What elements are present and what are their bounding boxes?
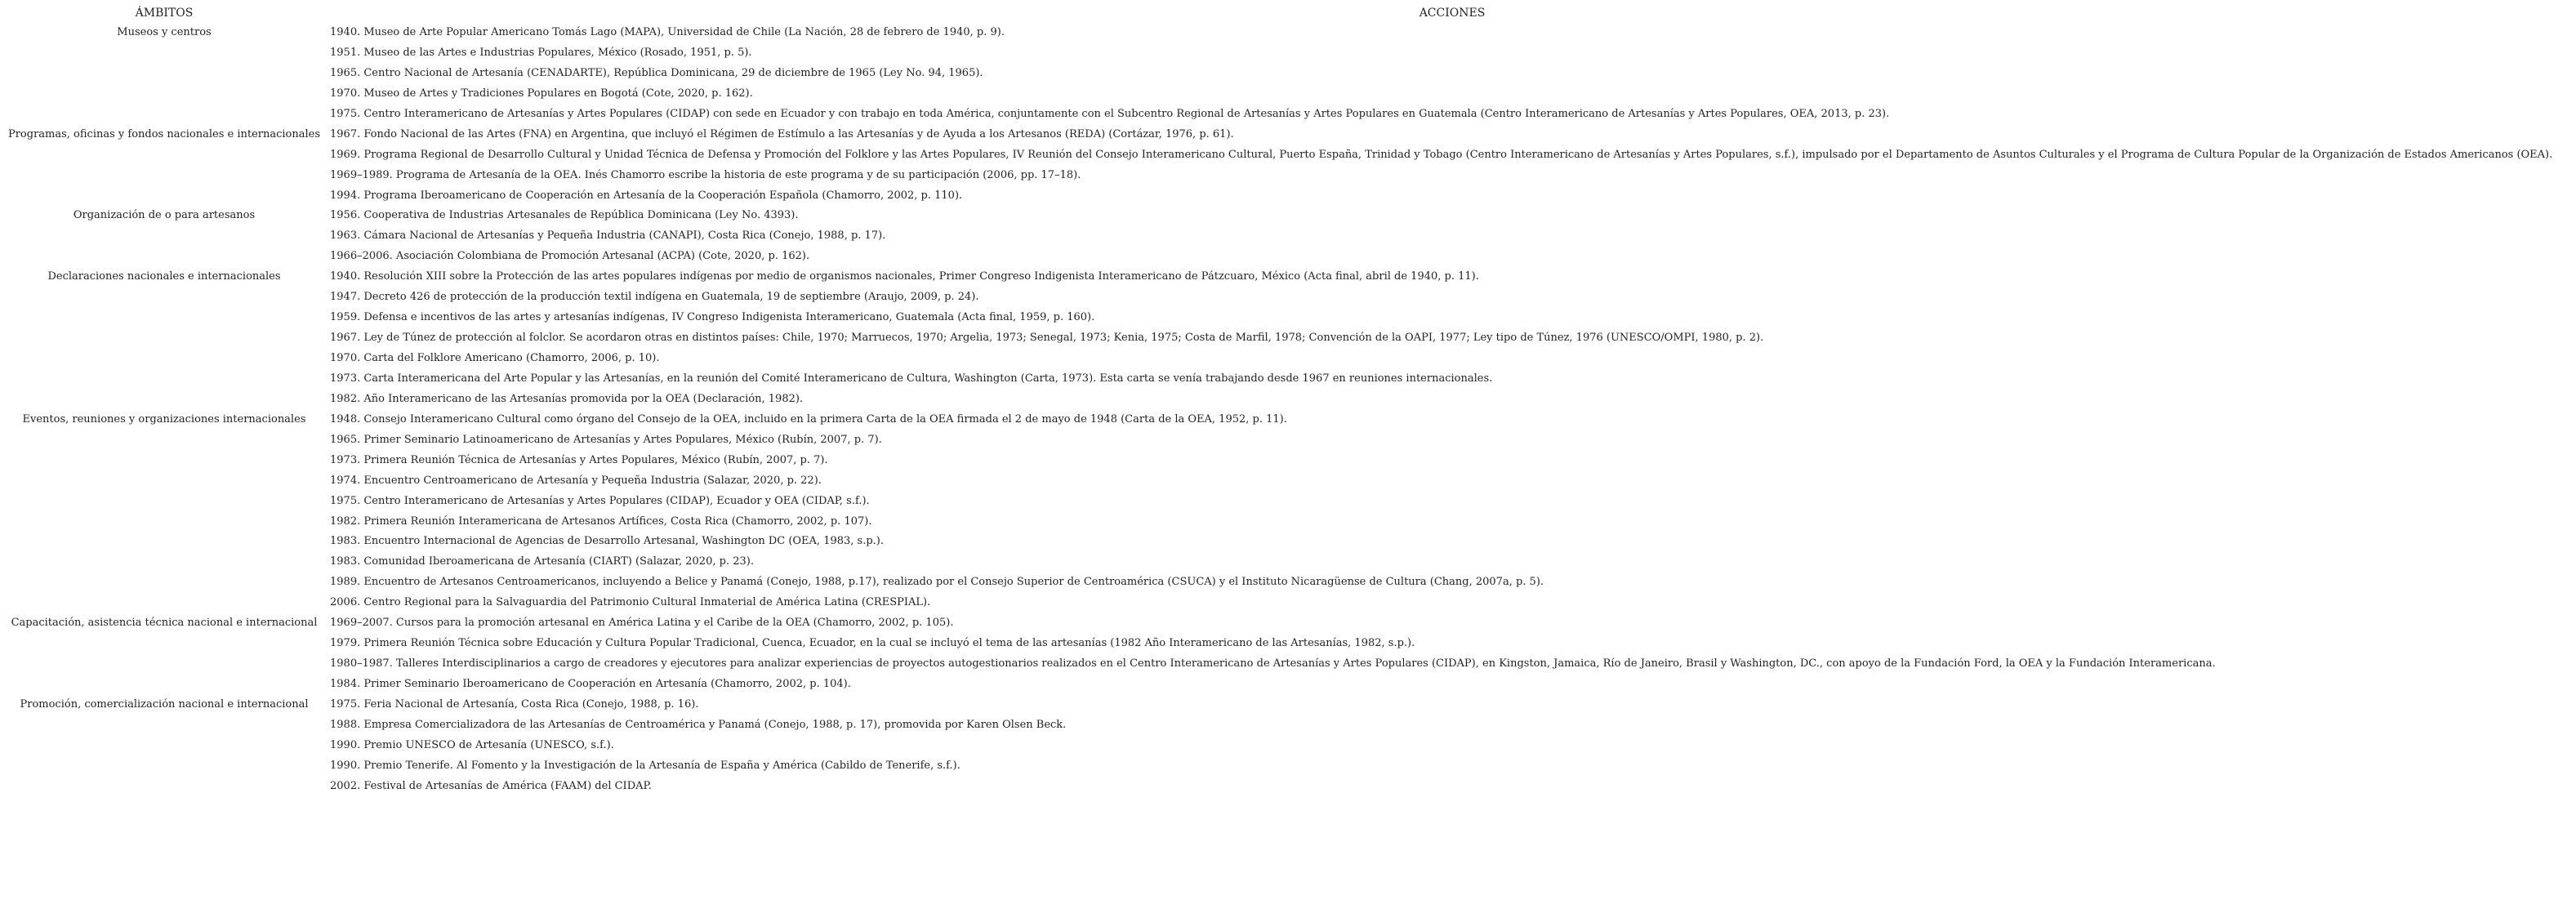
accion-cell: 1990. Premio UNESCO de Artesanía (UNESCO, s.f.). xyxy=(330,738,614,751)
accion-cell: 1983. Encuentro Internacional de Agencias de Desarrollo Artesanal, Washington DC (OEA, 1983, s.p.). xyxy=(330,535,885,548)
accion-cell: 2006. Centro Regional para la Salvaguardia del Patrimonio Cultural Inmaterial de América Latina (CRESPIAL). xyxy=(330,596,931,609)
table-row xyxy=(0,634,2576,654)
table-row xyxy=(0,736,2576,756)
accion-cell: 1947. Decreto 426 de protección de la producción textil indígena en Guatemala, 19 de septiembre (Araujo, 2009, p. 24). xyxy=(330,291,979,304)
table-row xyxy=(0,756,2576,777)
ambito-cell: Programas, oficinas y fondos nacionales e internacionales xyxy=(7,127,321,140)
table-row xyxy=(0,654,2576,675)
table-row xyxy=(0,430,2576,451)
table-row xyxy=(0,287,2576,308)
table-row xyxy=(0,512,2576,532)
accion-cell: 1959. Defensa e incentivos de las artes y artesanías indígenas, IV Congreso Indigenista Interamericano, Guatemala (Acta final, 1959, p. 160). xyxy=(330,311,1095,324)
table-row xyxy=(0,308,2576,328)
accion-cell: 1956. Cooperativa de Industrias Artesanales de República Dominicana (Ley No. 4393). xyxy=(330,209,799,222)
accion-cell: 1989. Encuentro de Artesanos Centroamericanos, incluyendo a Belice y Panamá (Conejo, 1988, p.17), realizado por el Consejo Superior de Centroamérica (CSUCA) y el Instituto Nicaragüense de Cultura (Chang, 2007a, p. 5). xyxy=(330,576,1544,589)
accion-cell: 1963. Cámara Nacional de Artesanías y Pequeña Industria (CANAPI), Costa Rica (Conejo, 1988, p. 17). xyxy=(330,229,886,243)
accion-cell: 1973. Carta Interamericana del Arte Popular y las Artesanías, en la reunión del Comité Interamericano de Cultura, Washington (Carta, 1973). Esta carta se venía trabajando desde 1967 en reuniones internacionales. xyxy=(330,372,1493,385)
table-row xyxy=(0,492,2576,512)
accion-cell: 1948. Consejo Interamericano Cultural como órgano del Consejo de la OEA, incluido en la primera Carta de la OEA firmada el 2 de mayo de 1948 (Carta de la OEA, 1952, p. 11). xyxy=(330,412,1287,425)
accion-cell: 1983. Comunidad Iberoamericana de Artesanía (CIART) (Salazar, 2020, p. 23). xyxy=(330,555,754,568)
table-row xyxy=(0,125,2576,145)
accion-cell: 1965. Primer Seminario Latinoamericano de Artesanías y Artes Populares, México (Rubín, 2007, p. 7). xyxy=(330,433,882,446)
accion-cell: 1980–1987. Talleres Interdisciplinarios a cargo de creadores y ejecutores para analizar experiencias de proyectos autogestionarios realizados en el Centro Interamericano de Artesanías y Artes Populares (CIDAP), en Kingston, Jamaica, Río de Janeiro, Brasil y Washington, DC., con apoyo de la Fundación Ford, la OEA y la Fundación Interamericana. xyxy=(330,657,2216,671)
ambito-cell: Capacitación, asistencia técnica nacional e internacional xyxy=(11,617,318,630)
header-acciones: ACCIONES xyxy=(1419,7,1486,20)
table-row xyxy=(0,552,2576,573)
accion-cell: 1969–2007. Cursos para la promoción artesanal en América Latina y el Caribe de la OEA (Chamorro, 2002, p. 105). xyxy=(330,617,954,630)
table-row xyxy=(0,105,2576,125)
table-body xyxy=(0,23,2576,797)
table-row xyxy=(0,226,2576,247)
accion-cell: 1965. Centro Nacional de Artesanía (CENADARTE), República Dominicana, 29 de diciembre de 1965 (Ley No. 94, 1965). xyxy=(330,66,983,79)
accion-cell: 1975. Feria Nacional de Artesanía, Costa Rica (Conejo, 1988, p. 16). xyxy=(330,697,699,711)
table-row xyxy=(0,84,2576,105)
table-row xyxy=(0,451,2576,471)
accion-cell: 1982. Primera Reunión Interamericana de Artesanos Artífices, Costa Rica (Chamorro, 2002, p. 107). xyxy=(330,515,872,528)
table-row xyxy=(0,145,2576,166)
accion-cell: 1990. Premio Tenerife. Al Fomento y la Investigación de la Artesanía de España y América (Cabildo de Tenerife, s.f.). xyxy=(330,759,960,772)
table-row xyxy=(0,206,2576,226)
accion-cell: 2002. Festival de Artesanías de América (FAAM) del CIDAP. xyxy=(330,779,652,792)
accion-cell: 1951. Museo de las Artes e Industrias Populares, México (Rosado, 1951, p. 5). xyxy=(330,46,752,59)
ambito-cell: Declaraciones nacionales e internacionales xyxy=(47,270,281,283)
table-row xyxy=(0,675,2576,695)
table-row xyxy=(0,247,2576,267)
table-row xyxy=(0,715,2576,736)
accion-cell: 1970. Museo de Artes y Tradiciones Populares en Bogotá (Cote, 2020, p. 162). xyxy=(330,87,753,100)
table-row xyxy=(0,573,2576,593)
table-row xyxy=(0,471,2576,492)
header-ambitos: ÁMBITOS xyxy=(135,7,194,20)
table-row xyxy=(0,23,2576,43)
accion-cell: 1982. Año Interamericano de las Artesanías promovida por la OEA (Declaración, 1982). xyxy=(330,392,804,405)
accion-cell: 1967. Ley de Túnez de protección al folclor. Se acordaron otras en distintos países: Chile, 1970; Marruecos, 1970; Argelia, 1973; Senegal, 1973; Kenia, 1975; Costa de Marfil, 1978; Convención de la OAPI, 1977; Ley tipo de Túnez, 1976 (UNESCO/OMPI, 1980, p. 2). xyxy=(330,332,1764,345)
table-row xyxy=(0,267,2576,287)
table-row xyxy=(0,64,2576,84)
accion-cell: 1979. Primera Reunión Técnica sobre Educación y Cultura Popular Tradicional, Cuenca, Ecuador, en la cual se incluyó el tema de las artesanías (1982 Año Interamericano de las Artesanías, 1982, s.p.). xyxy=(330,637,1415,650)
table-row xyxy=(0,410,2576,430)
accion-cell: 1974. Encuentro Centroamericano de Artesanía y Pequeña Industria (Salazar, 2020, p. 22). xyxy=(330,474,822,487)
table-row xyxy=(0,613,2576,634)
table-row xyxy=(0,777,2576,797)
accion-cell: 1969–1989. Programa de Artesanía de la OEA. Inés Chamorro escribe la historia de este programa y de su participación (2006, pp. 17–18). xyxy=(330,168,1081,181)
table-row xyxy=(0,390,2576,410)
table-row xyxy=(0,186,2576,207)
table-row xyxy=(0,369,2576,390)
table-row xyxy=(0,43,2576,64)
table-row xyxy=(0,166,2576,186)
accion-cell: 1975. Centro Interamericano de Artesanías y Artes Populares (CIDAP), Ecuador y OEA (CIDAP, s.f.). xyxy=(330,494,870,507)
table-row xyxy=(0,593,2576,613)
ambito-cell: Eventos, reuniones y organizaciones internacionales xyxy=(22,412,306,425)
table-row xyxy=(0,328,2576,349)
accion-cell: 1940. Resolución XIII sobre la Protección de las artes populares indígenas por medio de organismos nacionales, Primer Congreso Indigenista Interamericano de Pátzcuaro, México (Acta final, abril de 1940, p. 11). xyxy=(330,270,1479,283)
accion-cell: 1988. Empresa Comercializadora de las Artesanías de Centroamérica y Panamá (Conejo, 1988, p. 17), promovida por Karen Olsen Beck. xyxy=(330,718,1067,731)
table-row xyxy=(0,532,2576,552)
accion-cell: 1966–2006. Asociación Colombiana de Promoción Artesanal (ACPA) (Cote, 2020, p. 162). xyxy=(330,250,810,263)
ambito-cell: Promoción, comercialización nacional e internacional xyxy=(20,697,309,711)
accion-cell: 1940. Museo de Arte Popular Americano Tomás Lago (MAPA), Universidad de Chile (La Nación, 28 de febrero de 1940, p. 9). xyxy=(330,26,1005,38)
accion-cell: 1994. Programa Iberoamericano de Cooperación en Artesanía de la Cooperación Española (Chamorro, 2002, p. 110). xyxy=(330,189,963,202)
table-row xyxy=(0,349,2576,369)
accion-cell: 1970. Carta del Folklore Americano (Chamorro, 2006, p. 10). xyxy=(330,352,660,364)
ambito-cell: Museos y centros xyxy=(117,26,212,38)
table-row xyxy=(0,695,2576,715)
accion-cell: 1984. Primer Seminario Iberoamericano de Cooperación en Artesanía (Chamorro, 2002, p. 104). xyxy=(330,678,851,690)
accion-cell: 1973. Primera Reunión Técnica de Artesanías y Artes Populares, México (Rubín, 2007, p. 7). xyxy=(330,453,828,466)
accion-cell: 1975. Centro Interamericano de Artesanías y Artes Populares (CIDAP) con sede en Ecuador y con trabajo en toda América, conjuntamente con el Subcentro Regional de Artesanías y Artes Populares en Guatemala (Centro Interamericano de Artesanías y Artes Populares, OEA, 2013, p. 23). xyxy=(330,107,1890,120)
ambito-cell: Organización de o para artesanos xyxy=(73,209,256,222)
accion-cell: 1967. Fondo Nacional de las Artes (FNA) en Argentina, que incluyó el Régimen de Estímulo a las Artesanías y de Ayuda a los Artesanos (REDA) (Cortázar, 1976, p. 61). xyxy=(330,127,1234,140)
accion-cell: 1969. Programa Regional de Desarrollo Cultural y Unidad Técnica de Defensa y Promoción del Folklore y las Artes Populares, IV Reunión del Consejo Interamericano Cultural, Puerto España, Trinidad y Tobago (Centro Interamericano de Artesanías y Artes Populares, s.f.), impulsado por el Departamento de Asuntos Culturales y el Programa de Cultura Popular de la Organización de Estados Americanos (OEA). xyxy=(330,148,2553,161)
